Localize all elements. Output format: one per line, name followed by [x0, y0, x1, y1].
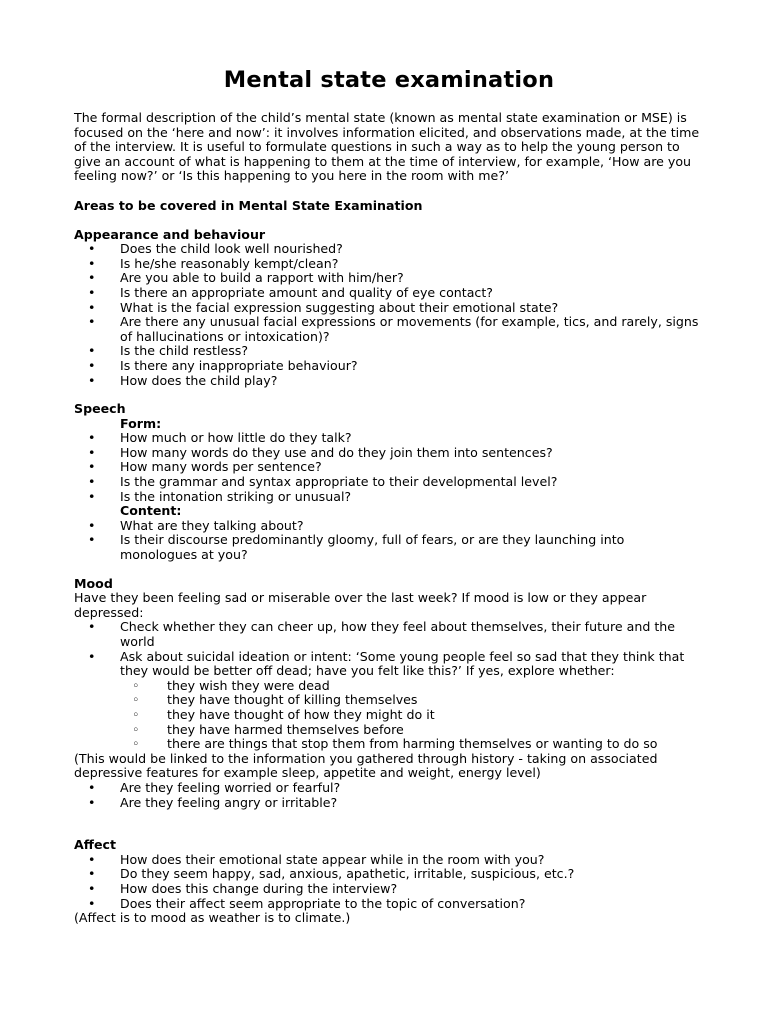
appearance-section — [74, 228, 704, 389]
list-item: • Does the child look well nourished? — [74, 242, 704, 257]
list-item: • Is the intonation striking or unusual? — [74, 490, 704, 505]
speech-form-label: Form: — [120, 415, 162, 431]
mood-intro: Have they been feeling sad or miserable over the last week? If mood is low or they appear depressed: — [74, 590, 647, 620]
list-item: • Is the child restless? — [74, 344, 704, 359]
intro-paragraph: The formal description of the child’s mental state (known as mental state examination or MSE) is focused on the ‘here and now’: it involves information elicited, and observations made, at the time of the interview. It is useful to formulate questions in such a way as to help the young person to give an account of what is happening to them at the time of interview, for example, ‘How are you feeling now?’ or ‘Is this happening to you here in the room with me?’ — [74, 110, 700, 184]
appearance-list — [74, 242, 704, 388]
list-item: • How many words do they use and do they join them into sentences? — [74, 446, 704, 461]
mood-note: (This would be linked to the information you gathered through history - taking on associated depressive features for example sleep, appetite and weight, energy level) — [74, 750, 658, 781]
affect-section — [74, 838, 704, 926]
list-item: • What are they talking about? — [74, 519, 704, 534]
speech-form-list — [74, 431, 704, 504]
affect-list — [74, 853, 704, 911]
list-item: • Are they feeling worried or fearful? — [74, 781, 704, 796]
list-item: • Is there any inappropriate behaviour? — [74, 359, 704, 374]
list-item: • What is the facial expression suggesting about their emotional state? — [74, 301, 704, 316]
mood-list — [74, 620, 704, 678]
sub-list-item: ◦ they have thought of killing themselves — [74, 693, 704, 708]
list-item: • How does their emotional state appear while in the room with you? — [74, 853, 704, 868]
mood-sublist — [74, 679, 704, 752]
speech-content-label: Content: — [120, 503, 182, 519]
list-item: • Is he/she reasonably kempt/clean? — [74, 257, 704, 272]
sub-list-item: ◦ they wish they were dead — [74, 679, 704, 694]
list-item: • Check whether they can cheer up, how they feel about themselves, their future and the world — [74, 620, 704, 649]
affect-heading: Affect — [74, 837, 116, 853]
list-item: • Does their affect seem appropriate to the topic of conversation? — [74, 897, 704, 912]
speech-content-list — [74, 519, 704, 563]
list-item: • Ask about suicidal ideation or intent: ‘Some young people feel so sad that they think that they would be better off dead; have you felt like this?’ If yes, explore whether: — [74, 650, 704, 679]
list-item: • Do they seem happy, sad, anxious, apathetic, irritable, suspicious, etc.? — [74, 867, 704, 882]
list-item: • How much or how little do they talk? — [74, 431, 704, 446]
list-item: • Is the grammar and syntax appropriate to their developmental level? — [74, 475, 704, 490]
areas-heading: Areas to be covered in Mental State Examination — [74, 197, 423, 213]
mood-heading: Mood — [74, 575, 113, 591]
list-item: • How does this change during the interview? — [74, 882, 704, 897]
speech-section — [74, 402, 704, 563]
sub-list-item: ◦ they have thought of how they might do it — [74, 708, 704, 723]
speech-heading: Speech — [74, 401, 126, 417]
list-item: • Is their discourse predominantly gloomy, full of fears, or are they launching into monologues at you? — [74, 533, 704, 562]
list-item: • Are you able to build a rapport with him/her? — [74, 271, 704, 286]
list-item: • How does the child play? — [74, 374, 704, 389]
list-item: • Are they feeling angry or irritable? — [74, 796, 704, 811]
mood-more-list — [74, 781, 704, 810]
page-title: Mental state examination — [223, 67, 555, 93]
list-item: • How many words per sentence? — [74, 460, 704, 475]
sub-list-item: ◦ they have harmed themselves before — [74, 723, 704, 738]
sub-list-item: ◦ there are things that stop them from harming themselves or wanting to do so — [74, 737, 704, 752]
affect-note: (Affect is to mood as weather is to climate.) — [74, 910, 351, 926]
list-item: • Is there an appropriate amount and quality of eye contact? — [74, 286, 704, 301]
mood-section — [74, 577, 704, 811]
appearance-heading: Appearance and behaviour — [74, 226, 266, 242]
list-item: • Are there any unusual facial expressions or movements (for example, tics, and rarely, signs of hallucinations or intoxication)? — [74, 315, 704, 344]
spacer — [74, 810, 704, 838]
document-page — [74, 64, 704, 926]
